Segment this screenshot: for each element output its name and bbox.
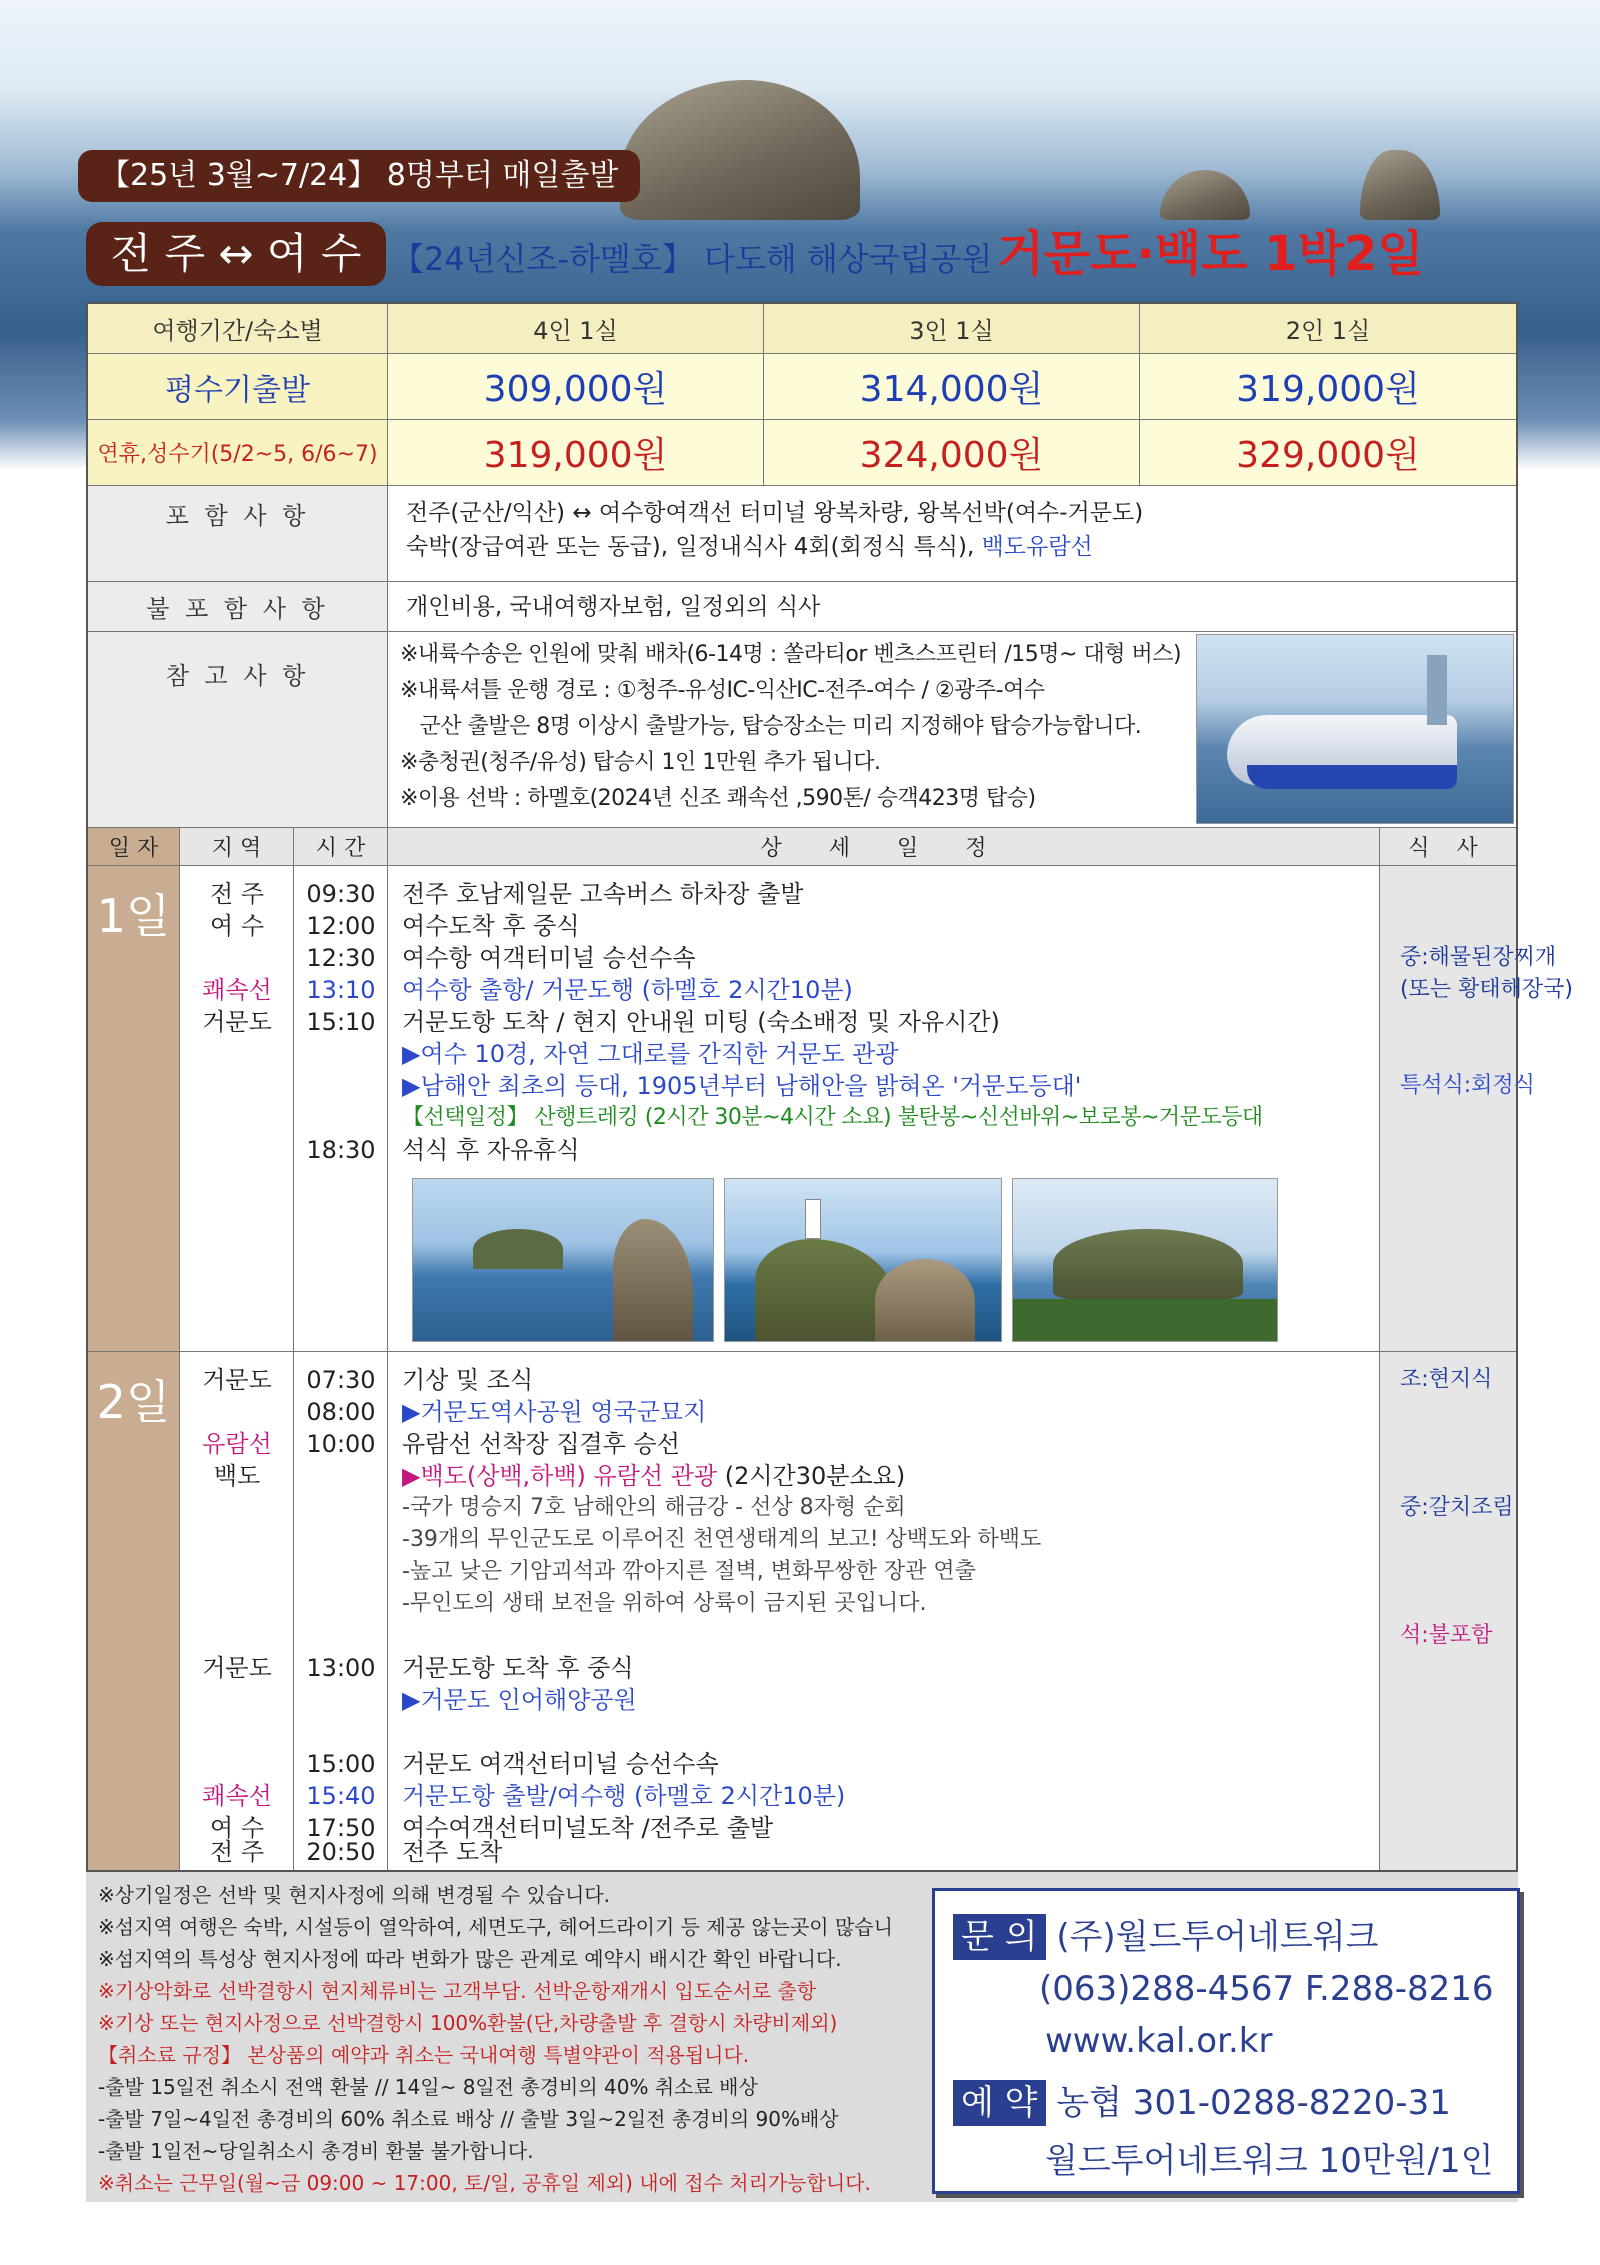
excluded-row bbox=[88, 582, 1516, 632]
website-link[interactable]: www.kal.or.kr bbox=[1045, 2021, 1273, 2061]
meal: 중:해물된장찌개 bbox=[1400, 945, 1557, 970]
excluded-text: 개인비용, 국내여행자보험, 일정외의 식사 bbox=[406, 594, 821, 620]
price-row-label: 연휴,성수기(5/2~5, 6/6~7) bbox=[88, 420, 388, 485]
region: 여 수 bbox=[210, 912, 264, 940]
meal: (또는 황태해장국) bbox=[1400, 977, 1573, 1002]
price-value: 329,000원 bbox=[1236, 435, 1420, 476]
duration-text: (2시간30분소요) bbox=[717, 1462, 906, 1490]
booking-badge: 예 약 bbox=[953, 2080, 1046, 2126]
meal: 특석식:회정식 bbox=[1400, 1073, 1535, 1098]
note-line: ※내륙셔틀 운행 경로 : ①청주-유성IC-익산IC-전주-여수 / ②광주-여수 bbox=[400, 678, 1045, 703]
day1-detail-col bbox=[388, 866, 1380, 1351]
meal: 중:갈치조림 bbox=[1400, 1495, 1514, 1520]
schedule-header-region: 지 역 bbox=[180, 828, 294, 865]
day1-row bbox=[88, 866, 1573, 1352]
schedule-line: ▶여수 10경, 자연 그대로를 간직한 거문도 관광 bbox=[402, 1040, 899, 1068]
meal: 조:현지식 bbox=[1400, 1367, 1493, 1392]
ferry-photo bbox=[1196, 634, 1514, 824]
contact-inquiry-line bbox=[953, 1909, 1378, 1960]
price-header-row bbox=[88, 304, 1516, 354]
rock-shape bbox=[613, 1219, 693, 1342]
day2-region-col bbox=[180, 1352, 294, 1870]
schedule-line: ▶남해안 최초의 등대, 1905년부터 남해안을 밝혀온 '거문도등대' bbox=[402, 1072, 1082, 1100]
route-tag: 전 주 ↔ 여 수 bbox=[86, 222, 386, 286]
price-value: 324,000원 bbox=[764, 420, 1140, 485]
notes-row bbox=[88, 632, 1516, 828]
phone-number[interactable]: (063)288-4567 F.288-8216 bbox=[1039, 1969, 1494, 2009]
schedule-line: -높고 낮은 기암괴석과 깎아지른 절벽, 변화무쌍한 장관 연출 bbox=[402, 1559, 976, 1584]
itinerary-frame bbox=[86, 302, 1573, 1872]
region: 거문도 bbox=[202, 1654, 272, 1682]
schedule-line: -국가 명승지 7호 남해안의 해금강 - 선상 8자형 순회 bbox=[402, 1495, 906, 1520]
day2-time-col bbox=[294, 1352, 388, 1870]
contact-box bbox=[932, 1888, 1520, 2194]
schedule-line: 여수도착 후 중식 bbox=[402, 912, 580, 940]
schedule-header bbox=[88, 828, 1516, 866]
schedule-line: 전주 호남제일문 고속버스 하차장 출발 bbox=[402, 880, 804, 908]
footer-note: ※기상 또는 현지사정으로 선박결항시 100%환불(단,차량출발 후 결항시 차량비제외) bbox=[98, 2011, 838, 2035]
time: 07:30 bbox=[306, 1366, 376, 1394]
schedule-line: 【선택일정】 산행트레킹 (2시간 30분~4시간 소요) 불탄봉~신선바위~보로봉~거문도등대 bbox=[402, 1105, 1263, 1130]
ferry-stripe bbox=[1247, 765, 1457, 789]
note-line: 군산 출발은 8명 이상시 출발가능, 탑승장소는 미리 지정해야 탑승가능합니다. bbox=[400, 714, 1142, 739]
note-line: ※내륙수송은 인원에 맞춰 배차(6-14명 : 쏠라티or 벤츠스프린터 /15명~ 대형 버스) bbox=[400, 642, 1182, 667]
schedule-line: 유람선 선착장 집결후 승선 bbox=[402, 1430, 680, 1458]
footer-note: ※취소는 근무일(월~금 09:00 ~ 17:00, 토/일, 공휴일 제외) 내에 접수 처리가능합니다. bbox=[98, 2171, 871, 2195]
hill-shape bbox=[755, 1239, 895, 1342]
footer-note: -출발 7일~4일전 총경비의 60% 취소료 배상 // 출발 3일~2일전 총경비의 90%배상 bbox=[98, 2107, 839, 2131]
building-shape bbox=[1427, 655, 1447, 725]
day2-meal-col bbox=[1380, 1352, 1516, 1870]
price-value: 319,000원 bbox=[1236, 369, 1420, 410]
price-header-cell: 2인 1실 bbox=[1140, 304, 1516, 353]
rock-shape bbox=[875, 1259, 975, 1342]
time: 15:40 bbox=[306, 1782, 376, 1810]
price-header-cell: 여행기간/숙소별 bbox=[88, 304, 388, 353]
note-line: ※충청권(청주/유성) 탑승시 1인 1만원 추가 됩니다. bbox=[400, 750, 881, 775]
lighthouse-shape bbox=[805, 1199, 821, 1239]
time: 18:30 bbox=[306, 1136, 376, 1164]
island-rock-image bbox=[620, 80, 860, 220]
price-value: 314,000원 bbox=[764, 354, 1140, 419]
region: 거문도 bbox=[202, 1008, 272, 1036]
price-value: 319,000원 bbox=[388, 420, 764, 485]
schedule-line: 거문도항 출발/여수행 (하멜호 2시간10분) bbox=[402, 1782, 846, 1810]
footer-note: -출발 15일전 취소시 전액 환불 // 14일~ 8일전 총경비의 40% 취소료 배상 bbox=[98, 2075, 758, 2099]
schedule-line: ▶거문도역사공원 영국군묘지 bbox=[402, 1398, 707, 1426]
headline-subtitle: 【24년신조-하멜호】 다도해 해상국립공원 bbox=[392, 240, 993, 278]
price-row-label: 평수기출발 bbox=[88, 354, 388, 419]
island-rock-image bbox=[1360, 150, 1440, 220]
included-highlight: 백도유람선 bbox=[981, 534, 1093, 560]
island-rock-image bbox=[1160, 170, 1250, 220]
schedule-header-detail: 상 세 일 정 bbox=[388, 828, 1380, 865]
footer-note: ※섬지역의 특성상 현지사정에 따라 변화가 많은 관계로 예약시 배시간 확인 바랍니다. bbox=[98, 1947, 842, 1971]
included-line bbox=[406, 530, 1093, 564]
excluded-label: 불 포 함 사 항 bbox=[88, 582, 388, 631]
contact-booking-line bbox=[953, 2075, 1451, 2126]
foreground-shape bbox=[1013, 1299, 1278, 1342]
time: 13:10 bbox=[306, 976, 376, 1004]
day2-label: 2일 bbox=[88, 1352, 180, 1870]
day2-row bbox=[88, 1352, 1516, 1870]
time: 08:00 bbox=[306, 1398, 376, 1426]
time: 13:00 bbox=[306, 1654, 376, 1682]
time: 09:30 bbox=[306, 880, 376, 908]
schedule-header-meal: 식 사 bbox=[1380, 828, 1516, 865]
region: 쾌속선 bbox=[202, 976, 272, 1004]
footer-note: 【취소료 규정】 본상품의 예약과 취소는 국내여행 특별약관이 적용됩니다. bbox=[98, 2043, 750, 2067]
footer-note: ※상기일정은 선박 및 현지사정에 의해 변경될 수 있습니다. bbox=[98, 1883, 610, 1907]
period-tag: 【25년 3월~7/24】 8명부터 매일출발 bbox=[78, 150, 640, 202]
time: 10:00 bbox=[306, 1430, 376, 1458]
price-header-cell: 3인 1실 bbox=[764, 304, 1140, 353]
schedule-line: ▶거문도 인어해양공원 bbox=[402, 1686, 637, 1714]
coast-photo bbox=[1012, 1178, 1278, 1342]
schedule-header-day: 일 자 bbox=[88, 828, 180, 865]
headline-title: 거문도·백도 1박2일 bbox=[997, 226, 1424, 282]
included-text: 숙박(장급여관 또는 동급), 일정내식사 4회(회정식 특식), bbox=[406, 534, 975, 560]
schedule-line: 기상 및 조식 bbox=[402, 1366, 534, 1394]
included-row bbox=[88, 486, 1516, 582]
price-row-regular bbox=[88, 354, 1516, 420]
time: 12:30 bbox=[306, 944, 376, 972]
highlight-text: ▶백도(상백,하백) 유람선 관광 bbox=[402, 1462, 718, 1490]
schedule-line: 여수항 출항/ 거문도행 (하멜호 2시간10분) bbox=[402, 976, 853, 1004]
region: 유람선 bbox=[202, 1430, 272, 1458]
lighthouse-photo bbox=[724, 1178, 1002, 1342]
meal: 석:불포함 bbox=[1400, 1623, 1493, 1648]
time: 15:10 bbox=[306, 1008, 376, 1036]
schedule-line bbox=[402, 1460, 905, 1492]
footer-note: ※기상악화로 선박결항시 현지체류비는 고객부담. 선박운항재개시 입도순서로 출항 bbox=[98, 1979, 817, 2003]
region: 거문도 bbox=[202, 1366, 272, 1394]
company-name: (주)월드투어네트워크 bbox=[1056, 1917, 1379, 1957]
price-header-cell: 4인 1실 bbox=[388, 304, 764, 353]
island-photo bbox=[412, 1178, 714, 1342]
region: 전 주 bbox=[210, 880, 264, 908]
schedule-line: 거문도 여객선터미널 승선수속 bbox=[402, 1750, 719, 1778]
island-shape bbox=[473, 1229, 563, 1269]
schedule-line: 전주 도착 bbox=[402, 1838, 503, 1866]
schedule-header-time: 시 간 bbox=[294, 828, 388, 865]
day1-region-col bbox=[180, 866, 294, 1351]
bank-account: 농협 301-0288-8220-31 bbox=[1056, 2083, 1451, 2123]
region: 쾌속선 bbox=[202, 1782, 272, 1810]
inquiry-badge: 문 의 bbox=[953, 1914, 1046, 1960]
note-line: ※이용 선박 : 하멜호(2024년 신조 쾌속선 ,590톤/ 승객423명 탑승) bbox=[400, 786, 1036, 811]
region: 전 주 bbox=[210, 1838, 264, 1866]
included-line: 전주(군산/익산) ↔ 여수항여객선 터미널 왕복차량, 왕복선박(여수-거문도) bbox=[406, 500, 1144, 526]
schedule-line: 여수항 여객터미널 승선수속 bbox=[402, 944, 696, 972]
account-holder: 월드투어네트워크 10만원/1인 bbox=[1045, 2141, 1494, 2181]
time: 15:00 bbox=[306, 1750, 376, 1778]
price-value: 309,000원 bbox=[388, 354, 764, 419]
time: 17:50 bbox=[306, 1814, 376, 1842]
schedule-line: 석식 후 자유휴식 bbox=[402, 1136, 580, 1164]
day1-label: 1일 bbox=[88, 866, 180, 1351]
day1-time-col bbox=[294, 866, 388, 1351]
footer-note: -출발 1일전~당일취소시 총경비 환불 불가합니다. bbox=[98, 2139, 534, 2163]
island-shape bbox=[1053, 1229, 1243, 1299]
day2-detail-col bbox=[388, 1352, 1380, 1870]
schedule-line: -무인도의 생태 보전을 위하여 상륙이 금지된 곳입니다. bbox=[402, 1591, 927, 1616]
schedule-line: 거문도항 도착 / 현지 안내원 미팅 (숙소배정 및 자유시간) bbox=[402, 1008, 1000, 1036]
time: 20:50 bbox=[306, 1838, 376, 1866]
region: 여 수 bbox=[210, 1814, 264, 1842]
time: 12:00 bbox=[306, 912, 376, 940]
day1-meal-col bbox=[1380, 866, 1573, 1351]
schedule-line: 여수여객선터미널도착 /전주로 출발 bbox=[402, 1814, 774, 1842]
region: 백도 bbox=[213, 1462, 261, 1490]
schedule-line: 거문도항 도착 후 중식 bbox=[402, 1654, 634, 1682]
notes-label: 참 고 사 항 bbox=[88, 632, 388, 827]
included-label: 포 함 사 항 bbox=[88, 486, 388, 581]
headline bbox=[392, 222, 1424, 286]
schedule-line: -39개의 무인군도로 이루어진 천연생태계의 보고! 상백도와 하백도 bbox=[402, 1527, 1042, 1552]
price-row-peak bbox=[88, 420, 1516, 486]
footer-note: ※섬지역 여행은 숙박, 시설등이 열악하여, 세면도구, 헤어드라이기 등 제공 않는곳이 많습니 bbox=[98, 1915, 893, 1939]
